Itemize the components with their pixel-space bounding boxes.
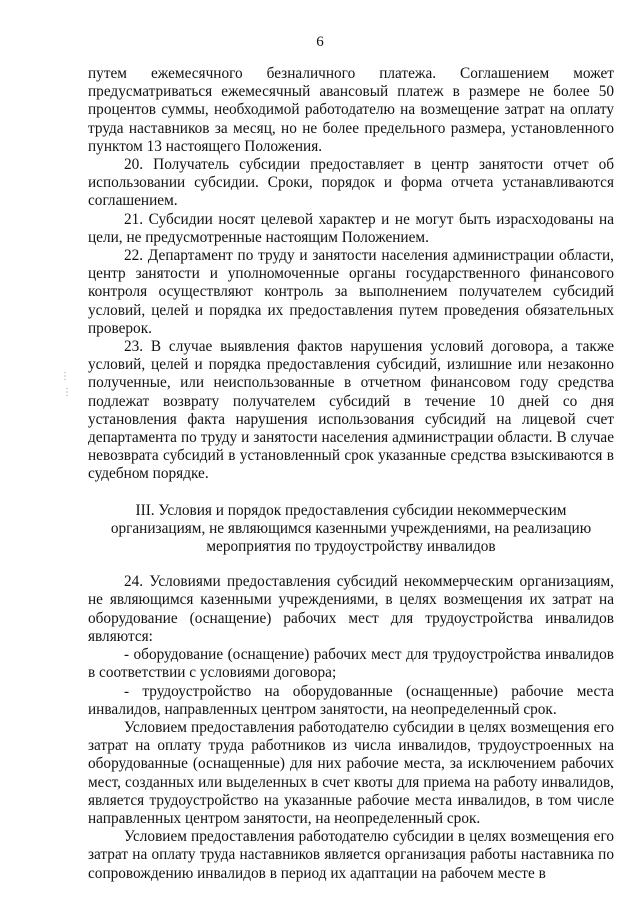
page-number: 6: [316, 34, 324, 50]
paragraph-condition-wages: Условием предоставления работодателю субсидии в целях возмещения его затрат на оплату труда работников из числа инвалидов, трудоустроенных на оборудованные (оснащенные) для них рабочие места, за исключением рабочих мест, созданных или выделенных в счет квоты для приема на работу инвалидов, является трудоустройство на указанные рабочие места инвалидов, в том числе направленных центром занятости, на неопределенный срок.: [88, 718, 614, 827]
document-body: [88, 65, 614, 883]
paragraph-21: 21. Субсидии носят целевой характер и не могут быть израсходованы на цели, не предусмотренные настоящим Положением.: [88, 210, 614, 246]
list-item: - трудоустройство на оборудованные (оснащенные) рабочие места инвалидов, направленных центром занятости, на неопределенный срок.: [88, 682, 614, 718]
section-heading-3: III. Условия и порядок предоставления субсидии некоммерческим организациям, не являющимся казенными учреждениями, на реализацию мероприятия по трудоустройству инвалидов: [110, 501, 592, 556]
paragraph-continuation: путем ежемесячного безналичного платежа. Соглашением может предусматриваться ежемесячный авансовый платеж в размере не более 50 процентов суммы, необходимой работодателю на возмещение затрат на оплату труда наставников за месяц, но не более предельного размера, установленного пунктом 13 настоящего Положения.: [88, 65, 614, 155]
paragraph-22: 22. Департамент по труду и занятости населения администрации области, центр занятости и уполномоченные органы государственного финансового контроля осуществляют контроль за выполнением получателем субсидий условий, целей и порядка их предоставления путем проведения обязательных проверок.: [88, 247, 614, 337]
list-item: - оборудование (оснащение) рабочих мест для трудоустройства инвалидов в соответствии с условиями договора;: [88, 646, 614, 682]
paragraph-24: 24. Условиями предоставления субсидий некоммерческим организациям, не являющимся казенными учреждениями, в целях возмещения их затрат на оборудование (оснащение) рабочих мест для трудоустройства инвалидов являются:: [88, 573, 614, 645]
paragraph-condition-mentors: Условием предоставления работодателю субсидии в целях возмещения его затрат на оплату труда наставников является организация работы наставника по сопровождению инвалидов в период их адаптации на рабочем месте в: [88, 828, 614, 882]
scan-margin-mark: ⋮: [60, 371, 70, 382]
paragraph-23: 23. В случае выявления фактов нарушения условий договора, а также условий, целей и порядка предоставления субсидий, излишние или незаконно полученные, или неиспользованные в отчетном финансовом году средства подлежат возврату получателем субсидий в течение 10 дней со дня установления факта нарушения использования субсидий на лицевой счет департамента по труду и занятости населения администрации области. В случае невозврата субсидий в установленный срок указанные средства взыскиваются в судебном порядке.: [88, 338, 614, 483]
scan-margin-mark: ⋮: [62, 387, 72, 398]
paragraph-20: 20. Получатель субсидии предоставляет в центр занятости отчет об использовании субсидии. Сроки, порядок и форма отчета устанавливаются соглашением.: [88, 156, 614, 210]
